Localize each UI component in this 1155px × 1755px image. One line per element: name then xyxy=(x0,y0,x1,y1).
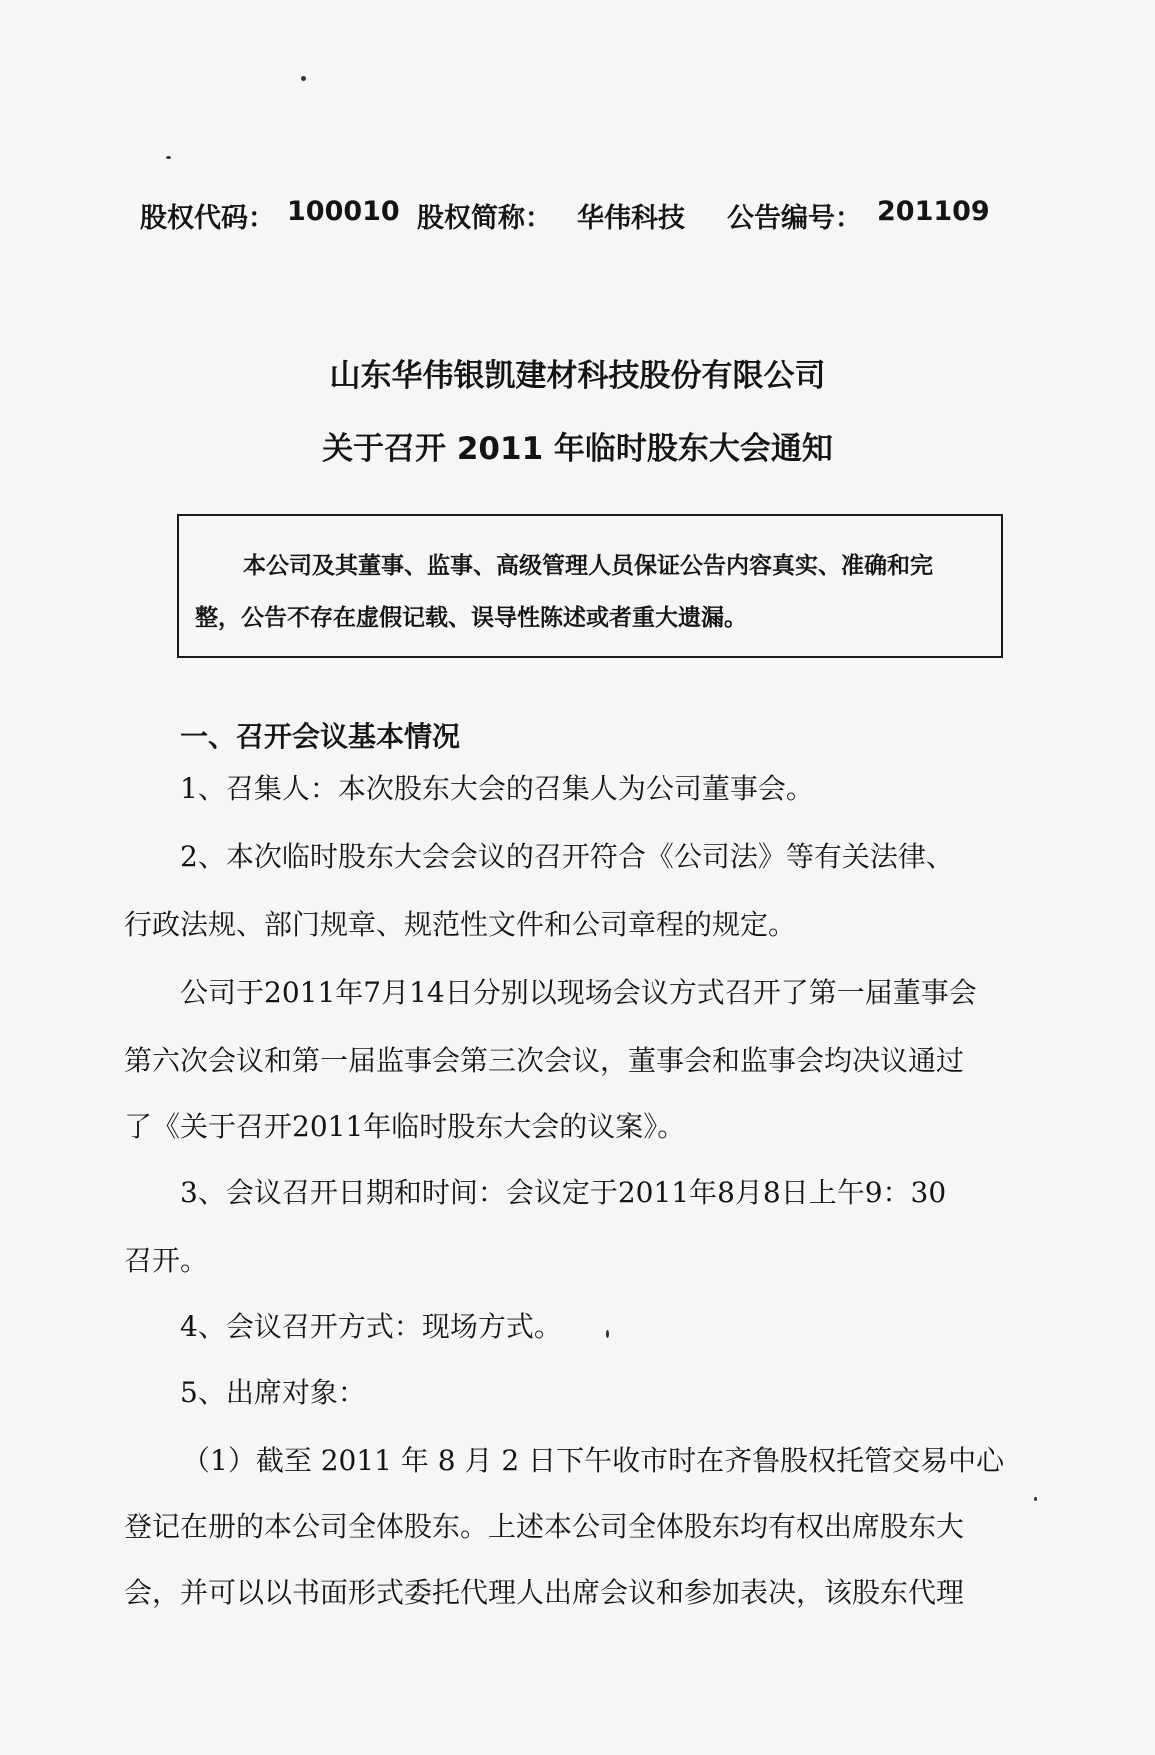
paragraph-line: 5、出席对象： xyxy=(180,1376,366,1409)
stock-abbr-label: 股权简称： xyxy=(417,203,552,234)
paragraph-line: 行政法规、部门规章、规范性文件和公司章程的规定。 xyxy=(124,908,797,941)
scan-speck xyxy=(166,156,171,159)
paragraph-line: 登记在册的本公司全体股东。上述本公司全体股东均有权出席股东大 xyxy=(124,1510,965,1543)
paragraph-line: （1）截至 2011 年 8 月 2 日下午收市时在齐鲁股权托管交易中心 xyxy=(182,1444,1005,1477)
paragraph-line: 2、本次临时股东大会会议的召开符合《公司法》等有关法律、 xyxy=(180,840,954,873)
disclaimer-line: 整，公告不存在虚假记载、误导性陈述或者重大遗漏。 xyxy=(195,604,747,631)
paragraph-line: 了《关于召开2011年临时股东大会的议案》。 xyxy=(124,1110,686,1143)
notice-number-value: 201109 xyxy=(877,196,990,227)
paragraph-line: 会，并可以以书面形式委托代理人出席会议和参加表决，该股东代理 xyxy=(124,1576,965,1609)
stock-code-value: 100010 xyxy=(287,196,400,227)
stock-code-label: 股权代码： xyxy=(140,203,275,234)
section-heading: 一、召开会议基本情况 xyxy=(180,720,461,753)
scan-speck xyxy=(606,1330,609,1338)
document-title-line2: 关于召开 2011 年临时股东大会通知 xyxy=(322,431,833,467)
disclaimer-line: 本公司及其董事、监事、高级管理人员保证公告内容真实、准确和完 xyxy=(243,552,933,579)
scan-speck xyxy=(301,76,306,81)
paragraph-line: 公司于2011年7月14日分别以现场会议方式召开了第一届董事会 xyxy=(180,976,977,1009)
notice-number-label: 公告编号： xyxy=(727,203,862,234)
stock-abbr-value: 华伟科技 xyxy=(577,203,685,234)
paragraph-line: 4、会议召开方式：现场方式。 xyxy=(180,1310,562,1343)
paragraph-line: 3、会议召开日期和时间：会议定于2011年8月8日上午9：30 xyxy=(180,1176,947,1209)
scan-speck xyxy=(1034,1497,1037,1501)
paragraph-line: 召开。 xyxy=(124,1244,209,1277)
paragraph-line: 第六次会议和第一届监事会第三次会议，董事会和监事会均决议通过 xyxy=(124,1044,965,1077)
disclaimer-box xyxy=(177,514,1003,658)
paragraph-line: 1、召集人：本次股东大会的召集人为公司董事会。 xyxy=(180,772,814,805)
document-title-line1: 山东华伟银凯建材科技股份有限公司 xyxy=(329,358,826,394)
